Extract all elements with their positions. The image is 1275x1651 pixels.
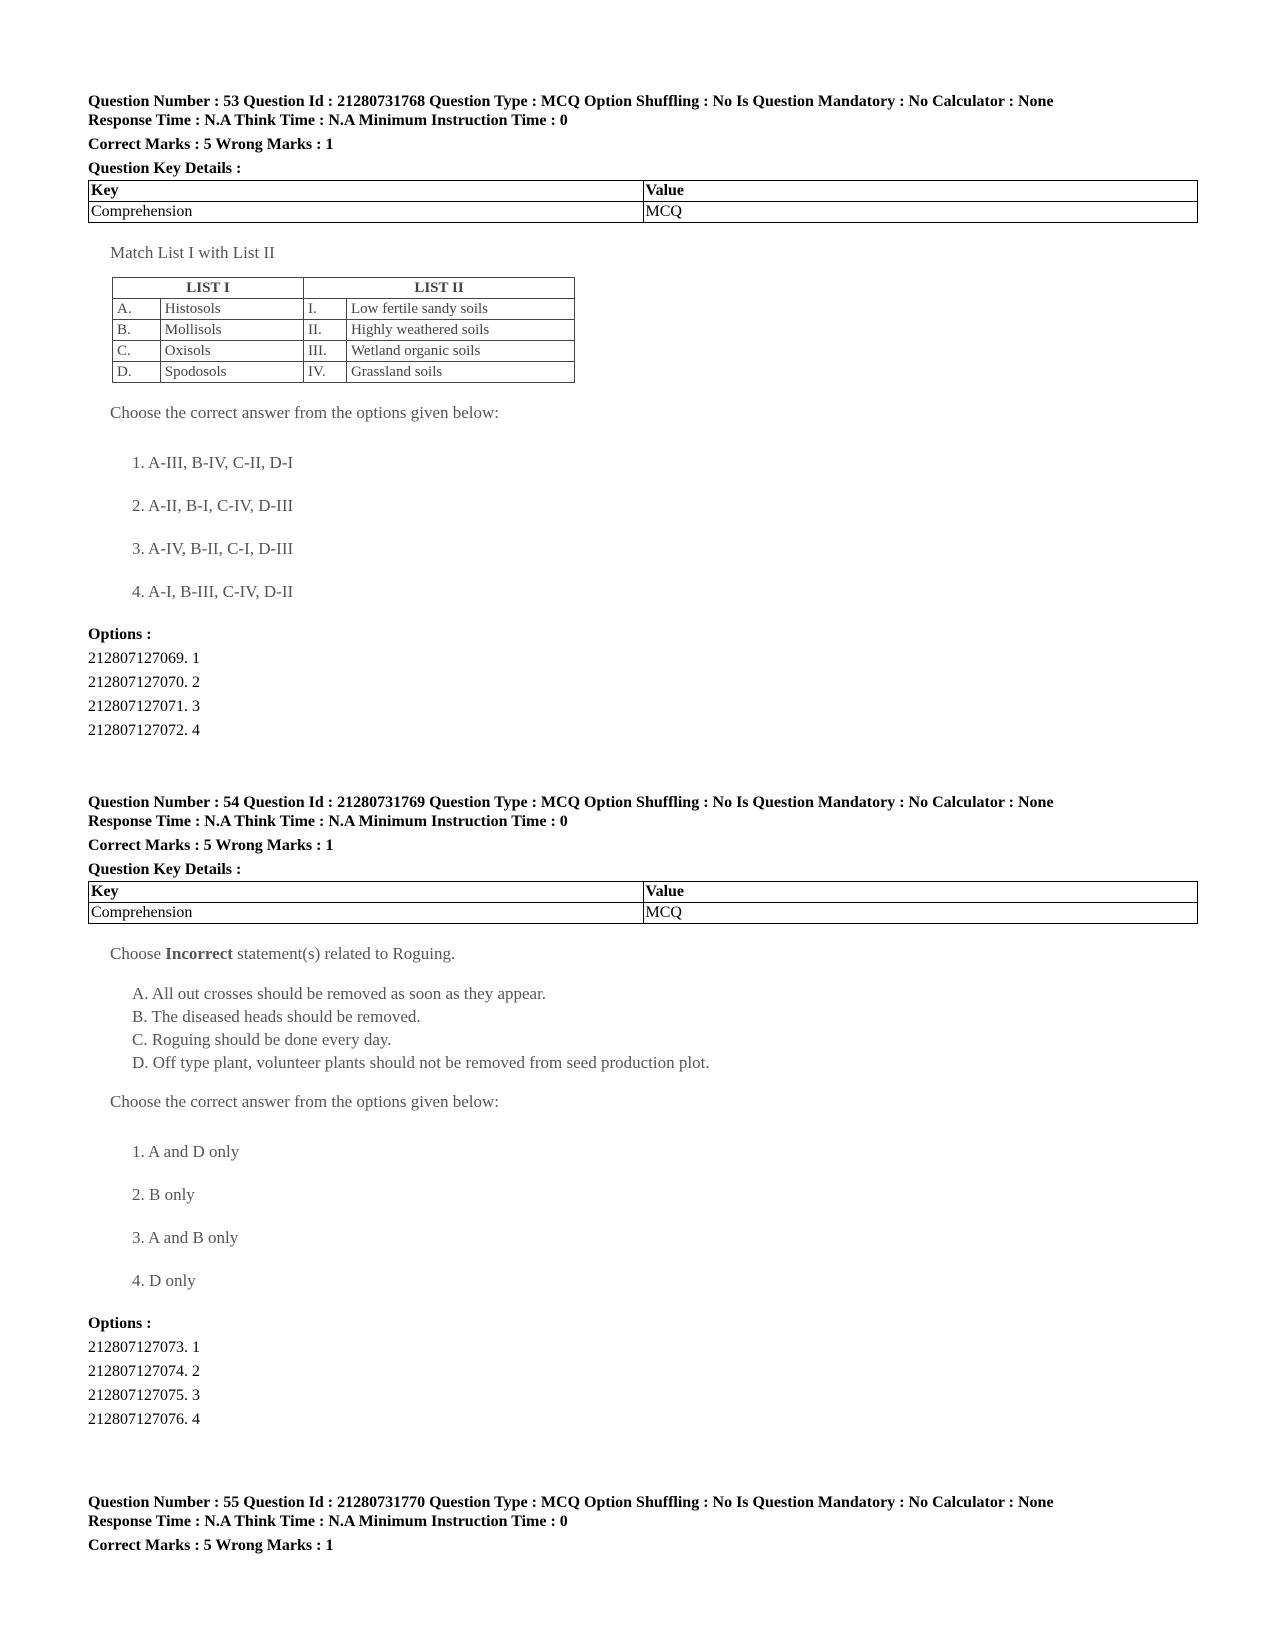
choice-list — [132, 441, 1198, 613]
question-53 — [88, 92, 1198, 743]
statement-item: C. Roguing should be done every day. — [132, 1030, 392, 1049]
list2-numeral: III. — [304, 341, 347, 362]
meta-line-1: Question Number : 54 Question Id : 21280731769 Question Type : MCQ Option Shuffling : No Is Question Mandatory : No Calculator : None — [88, 794, 1054, 811]
value-cell: MCQ — [643, 202, 1198, 223]
list1-letter: A. — [113, 299, 161, 320]
list2-numeral: I. — [304, 299, 347, 320]
statement-item: D. Off type plant, volunteer plants should not be removed from seed production plot. — [132, 1053, 710, 1072]
list2-text: Grassland soils — [346, 362, 574, 383]
options-block — [88, 1312, 1198, 1432]
key-cell: Comprehension — [89, 202, 644, 223]
option-item: 212807127071. 3 — [88, 698, 200, 715]
list1-text: Oxisols — [160, 341, 303, 362]
list1-header: LIST I — [113, 278, 304, 299]
value-header: Value — [643, 181, 1198, 202]
choice-item: 4. D only — [132, 1271, 196, 1290]
meta-line-2: Response Time : N.A Think Time : N.A Minimum Instruction Time : 0 — [88, 813, 568, 830]
choice-item: 1. A and D only — [132, 1142, 240, 1161]
question-prompt — [110, 944, 1198, 964]
value-cell: MCQ — [643, 903, 1198, 924]
question-55 — [88, 1493, 1198, 1555]
option-item: 212807127076. 4 — [88, 1411, 200, 1428]
prompt-emphasis: Incorrect — [165, 944, 233, 963]
list1-text: Spodosols — [160, 362, 303, 383]
question-prompt: Match List I with List II — [110, 243, 275, 262]
meta-line-1: Question Number : 53 Question Id : 21280731768 Question Type : MCQ Option Shuffling : No Is Question Mandatory : No Calculator : None — [88, 93, 1054, 110]
list1-letter: D. — [113, 362, 161, 383]
statement-list — [132, 982, 1198, 1074]
question-54 — [88, 793, 1198, 1432]
key-details-table — [88, 180, 1198, 223]
match-row — [113, 299, 575, 320]
prompt-text: Choose — [110, 944, 166, 963]
list2-header: LIST II — [304, 278, 575, 299]
option-item: 212807127075. 3 — [88, 1387, 200, 1404]
marks-line: Correct Marks : 5 Wrong Marks : 1 — [88, 837, 334, 854]
key-header: Key — [89, 181, 644, 202]
options-block — [88, 623, 1198, 743]
key-details-title: Question Key Details : — [88, 160, 242, 177]
list2-numeral: II. — [304, 320, 347, 341]
options-title: Options : — [88, 626, 152, 643]
match-row — [113, 320, 575, 341]
option-item: 212807127070. 2 — [88, 674, 200, 691]
question-meta — [88, 92, 1198, 130]
marks-line: Correct Marks : 5 Wrong Marks : 1 — [88, 136, 334, 153]
prompt-text: statement(s) related to Roguing. — [232, 944, 456, 963]
question-meta — [88, 793, 1198, 831]
question-image — [110, 944, 1198, 1302]
key-details-title: Question Key Details : — [88, 861, 242, 878]
choice-list — [132, 1130, 1198, 1302]
choice-item: 2. B only — [132, 1185, 195, 1204]
option-item: 212807127072. 4 — [88, 722, 200, 739]
option-item: 212807127074. 2 — [88, 1363, 200, 1380]
value-header: Value — [643, 882, 1198, 903]
option-item: 212807127069. 1 — [88, 650, 200, 667]
marks-line: Correct Marks : 5 Wrong Marks : 1 — [88, 1537, 334, 1554]
meta-line-2: Response Time : N.A Think Time : N.A Minimum Instruction Time : 0 — [88, 112, 568, 129]
match-table — [112, 277, 575, 383]
key-details-table — [88, 881, 1198, 924]
list1-letter: B. — [113, 320, 161, 341]
meta-line-1: Question Number : 55 Question Id : 21280731770 Question Type : MCQ Option Shuffling : No Is Question Mandatory : No Calculator : None — [88, 1494, 1054, 1511]
question-image — [110, 243, 1198, 613]
list2-text: Wetland organic soils — [346, 341, 574, 362]
meta-line-2: Response Time : N.A Think Time : N.A Minimum Instruction Time : 0 — [88, 1513, 568, 1530]
list1-letter: C. — [113, 341, 161, 362]
list2-text: Low fertile sandy soils — [346, 299, 574, 320]
statement-item: B. The diseased heads should be removed. — [132, 1007, 421, 1026]
match-row — [113, 341, 575, 362]
list2-numeral: IV. — [304, 362, 347, 383]
list2-text: Highly weathered soils — [346, 320, 574, 341]
statement-item: A. All out crosses should be removed as soon as they appear. — [132, 984, 547, 1003]
choice-item: 3. A and B only — [132, 1228, 239, 1247]
choice-item: 2. A-II, B-I, C-IV, D-III — [132, 496, 294, 515]
list1-text: Histosols — [160, 299, 303, 320]
options-title: Options : — [88, 1315, 152, 1332]
choose-instruction: Choose the correct answer from the options given below: — [110, 403, 500, 422]
key-header: Key — [89, 882, 644, 903]
choice-item: 3. A-IV, B-II, C-I, D-III — [132, 539, 294, 558]
key-cell: Comprehension — [89, 903, 644, 924]
question-meta — [88, 1493, 1198, 1531]
choose-instruction: Choose the correct answer from the options given below: — [110, 1092, 500, 1111]
option-item: 212807127073. 1 — [88, 1339, 200, 1356]
choice-item: 1. A-III, B-IV, C-II, D-I — [132, 453, 294, 472]
choice-item: 4. A-I, B-III, C-IV, D-II — [132, 582, 294, 601]
list1-text: Mollisols — [160, 320, 303, 341]
match-row — [113, 362, 575, 383]
